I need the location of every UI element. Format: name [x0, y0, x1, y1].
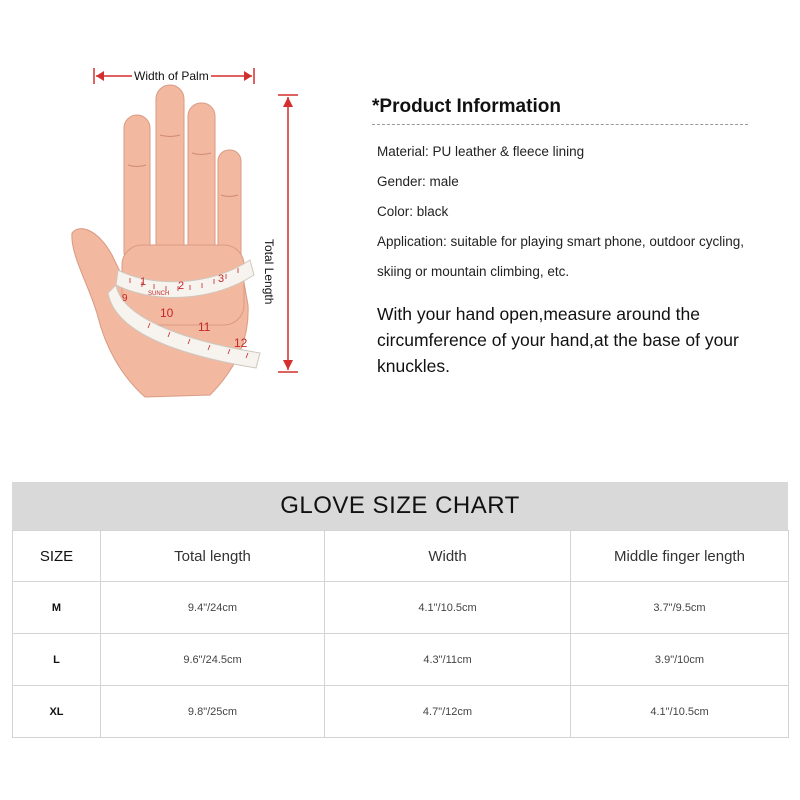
size-table-header-row: [13, 531, 789, 582]
total-length-arrow: [278, 95, 298, 372]
width-cell: 4.1"/10.5cm: [325, 582, 571, 634]
size-chart-title: GLOVE SIZE CHART: [12, 482, 788, 530]
header-total-length: Total length: [101, 531, 325, 582]
tape-mark-10: 10: [160, 306, 174, 320]
material-line: Material: PU leather & fleece lining: [377, 144, 585, 159]
total-length-cell: 9.6"/24.5cm: [101, 634, 325, 686]
table-row: [13, 582, 789, 634]
measuring-instructions: With your hand open,measure around the circumference of your hand,at the base of your knuckles.: [377, 304, 739, 376]
tape-mark-12: 12: [234, 336, 248, 350]
size-cell: M: [13, 582, 101, 634]
dashed-divider: [372, 124, 748, 125]
hand-illustration: [60, 55, 310, 405]
header-size: SIZE: [13, 531, 101, 582]
tape-brand: SUNCH: [148, 291, 170, 297]
total-length-label: Total Length: [262, 239, 276, 305]
size-table: [12, 530, 789, 738]
application-line-continued: skiing or mountain climbing, etc.: [377, 264, 570, 279]
table-row: [13, 686, 789, 738]
tape-mark-3: 3: [218, 273, 225, 285]
glove-size-chart: [12, 482, 788, 738]
width-of-palm-label: Width of Palm: [134, 69, 209, 83]
middle-finger-cell: 4.1"/10.5cm: [571, 686, 789, 738]
width-cell: 4.7"/12cm: [325, 686, 571, 738]
hand-drawing: [60, 55, 310, 405]
gender-line: Gender: male: [377, 174, 459, 189]
application-line: Application: suitable for playing smart phone, outdoor cycling,: [377, 234, 744, 249]
tape-mark-2: 2: [178, 280, 185, 292]
size-cell: L: [13, 634, 101, 686]
product-info-title: *Product Information: [372, 96, 561, 117]
header-width: Width: [325, 531, 571, 582]
color-line: Color: black: [377, 204, 449, 219]
tape-mark-1: 1: [140, 276, 147, 288]
total-length-cell: 9.8"/25cm: [101, 686, 325, 738]
middle-finger-cell: 3.9"/10cm: [571, 634, 789, 686]
width-cell: 4.3"/11cm: [325, 634, 571, 686]
total-length-cell: 9.4"/24cm: [101, 582, 325, 634]
size-cell: XL: [13, 686, 101, 738]
product-info: [372, 96, 782, 379]
middle-finger-cell: 3.7"/9.5cm: [571, 582, 789, 634]
header-middle-finger-length: Middle finger length: [571, 531, 789, 582]
tape-mark-9: 9: [122, 293, 128, 304]
tape-mark-11: 11: [198, 320, 211, 334]
table-row: [13, 634, 789, 686]
